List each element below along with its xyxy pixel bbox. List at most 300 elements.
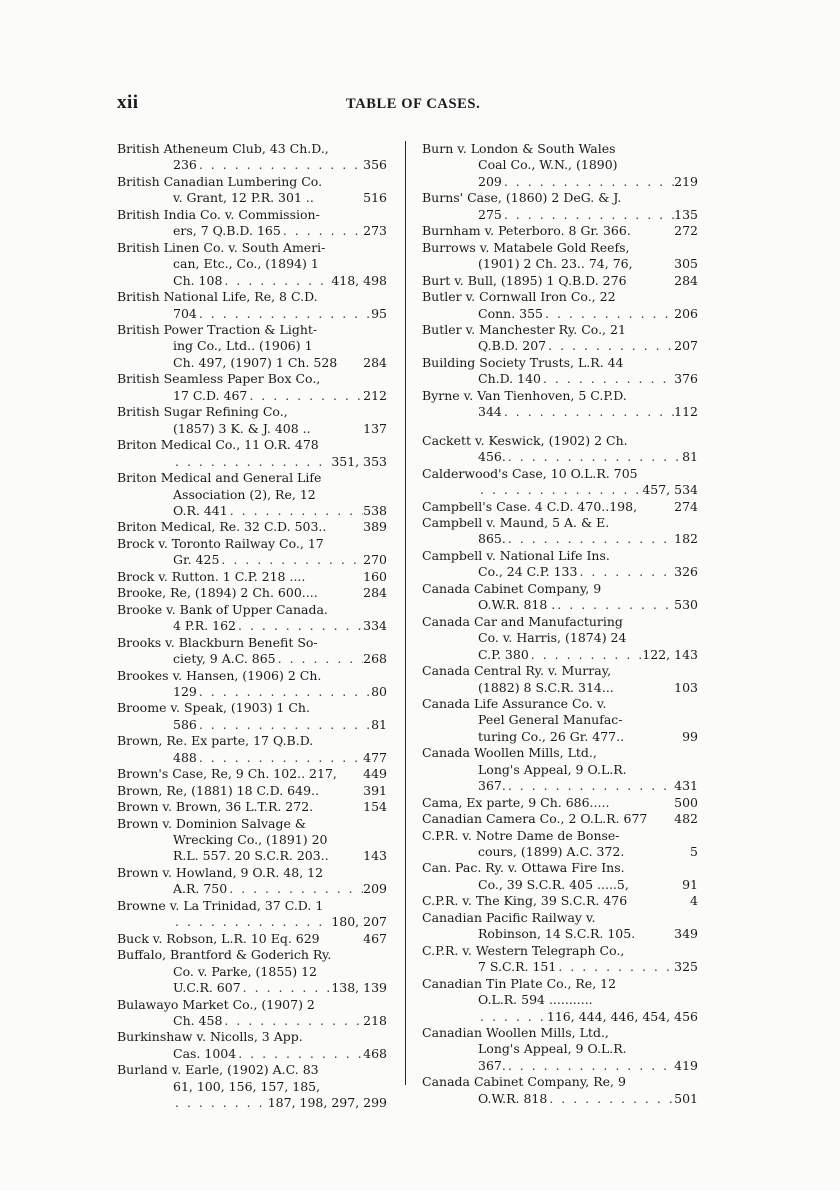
- case-citation: Co., 24 C.P. 133: [478, 564, 578, 580]
- case-entry-line: Calderwood's Case, 10 O.L.R. 705: [422, 465, 638, 481]
- case-entry-line: Co. v. Harris, (1874) 24: [478, 630, 627, 646]
- case-entry: [117, 585, 387, 601]
- case-entry-reference: [422, 926, 698, 942]
- case-entry-reference: [422, 1091, 698, 1107]
- case-entry-reference: [422, 404, 698, 420]
- case-citation: 367.: [478, 1057, 506, 1073]
- page-reference: 418, 498: [331, 272, 387, 288]
- case-citation: 344: [478, 404, 502, 420]
- dot-leader: [541, 371, 674, 387]
- case-entry: [422, 548, 698, 581]
- page-reference: 326: [674, 564, 698, 580]
- case-entry-reference: [117, 273, 387, 289]
- page-reference: 122, 143: [642, 646, 698, 662]
- case-citation: (1857) 3 K. & J. 408 ..: [173, 420, 311, 436]
- case-entry-line: Byrne v. Van Tienhoven, 5 C.P.D.: [422, 387, 627, 403]
- case-citation: Buck v. Robson, L.R. 10 Eq. 629: [117, 930, 320, 946]
- case-entry-line: Brock v. Toronto Railway Co., 17: [117, 535, 324, 551]
- dot-leader: [547, 1091, 674, 1107]
- page-reference: 391: [363, 782, 387, 798]
- case-citation: Gr. 425: [173, 552, 220, 568]
- case-entry-line: British National Life, Re, 8 C.D.: [117, 289, 318, 305]
- case-entry-line: Butler v. Cornwall Iron Co., 22: [422, 289, 616, 305]
- page-reference: 500: [674, 794, 698, 810]
- page-reference: 305: [674, 256, 698, 272]
- case-citation: 586: [173, 716, 197, 732]
- case-citation: cours, (1899) A.C. 372.: [478, 844, 625, 860]
- case-entry-line: Brookes v. Hansen, (1906) 2 Ch.: [117, 667, 322, 683]
- case-entry-reference: [422, 499, 698, 515]
- case-entry-reference: [422, 223, 698, 239]
- case-entry-reference: [117, 848, 387, 864]
- page-reference: 284: [363, 354, 387, 370]
- case-entry: [117, 470, 387, 519]
- case-entry-line: Burrows v. Matabele Gold Reefs,: [422, 239, 630, 255]
- case-citation: 236: [173, 157, 197, 173]
- case-entry-line: Canadian Woollen Mills, Ltd.,: [422, 1025, 609, 1041]
- case-entry: [422, 1025, 698, 1074]
- case-entry-reference: [117, 1046, 387, 1062]
- case-entry: [117, 174, 387, 207]
- page-reference: 449: [363, 766, 387, 782]
- dot-leader: [506, 778, 674, 794]
- case-entry-line: Brown, Re. Ex parte, 17 Q.B.D.: [117, 733, 314, 749]
- page-reference: 180, 207: [331, 914, 387, 930]
- case-citation: 456.: [478, 449, 506, 465]
- column-divider: [405, 141, 406, 1085]
- case-entry-reference: [422, 844, 698, 860]
- case-entry-line: Bulawayo Market Co., (1907) 2: [117, 996, 315, 1012]
- page-reference: 187, 198, 297, 299: [267, 1095, 387, 1111]
- case-entry-line: Butler v. Manchester Ry. Co., 21: [422, 321, 626, 337]
- case-entry-line: Building Society Trusts, L.R. 44: [422, 354, 624, 370]
- case-entry-line: Canada Cabinet Company, Re, 9: [422, 1074, 626, 1090]
- case-citation: Brooke, Re, (1894) 2 Ch. 600....: [117, 585, 318, 601]
- dot-leader: [197, 717, 371, 733]
- case-entry: [422, 1074, 698, 1107]
- dot-leader: [478, 1009, 547, 1025]
- page-reference: 389: [363, 519, 387, 535]
- page-reference: 274: [674, 498, 698, 514]
- case-citation: 209: [478, 173, 502, 189]
- case-citation: ers, 7 Q.B.D. 165: [173, 223, 281, 239]
- case-entry-reference: [117, 569, 387, 585]
- case-citation: v. Grant, 12 P.R. 301 ..: [173, 190, 314, 206]
- case-entry-reference: [117, 519, 387, 535]
- case-entry: [422, 190, 698, 223]
- page-reference: 419: [674, 1057, 698, 1073]
- dot-leader: [197, 750, 363, 766]
- case-entry-line: Association (2), Re, 12: [173, 486, 316, 502]
- case-entry: [117, 1029, 387, 1062]
- case-entry: [422, 466, 698, 499]
- case-entry-reference: [422, 207, 698, 223]
- case-entry-reference: [117, 684, 387, 700]
- case-entry-line: Co. v. Parke, (1855) 12: [173, 963, 317, 979]
- case-entry-reference: [422, 959, 698, 975]
- case-citation: U.C.R. 607: [173, 980, 241, 996]
- case-entry-reference: [422, 1009, 698, 1025]
- case-entry-line: Brooks v. Blackburn Benefit So-: [117, 634, 318, 650]
- case-entry: [117, 207, 387, 240]
- case-entry-reference: [422, 811, 698, 827]
- page-reference: 137: [363, 420, 387, 436]
- case-entry: [117, 931, 387, 947]
- case-entry-line: Brooke v. Bank of Upper Canada.: [117, 601, 328, 617]
- page-reference: 334: [363, 618, 387, 634]
- case-entry-reference: [117, 355, 387, 371]
- case-citation: Co., 39 S.C.R. 405 .....5,: [478, 876, 629, 892]
- case-entry: [117, 536, 387, 569]
- page-reference: 143: [363, 848, 387, 864]
- case-entry-line: Briton Medical Co., 11 O.R. 478: [117, 437, 319, 453]
- dot-leader: [281, 223, 363, 239]
- case-entry-reference: [117, 766, 387, 782]
- case-entry-reference: [422, 306, 698, 322]
- case-entry-reference: [422, 449, 698, 465]
- case-citation: (1901) 2 Ch. 23.. 74, 76,: [478, 256, 633, 272]
- page-reference: 431: [674, 778, 698, 794]
- case-entry-line: Canada Woollen Mills, Ltd.,: [422, 745, 597, 761]
- case-entry: [422, 322, 698, 355]
- case-entry: [117, 141, 387, 174]
- case-entry-line: Broome v. Speak, (1903) 1 Ch.: [117, 700, 310, 716]
- page-reference: 116, 444, 446, 454, 456: [546, 1008, 698, 1024]
- dot-leader: [543, 306, 674, 322]
- page-reference: 273: [363, 223, 387, 239]
- dot-leader: [236, 1046, 363, 1062]
- case-citation: Brown v. Brown, 36 L.T.R. 272.: [117, 799, 314, 815]
- case-citation: Canadian Camera Co., 2 O.L.R. 677: [422, 811, 648, 827]
- page-reference: 4: [690, 893, 698, 909]
- case-citation: 367.: [478, 778, 506, 794]
- case-citation: C.P. 380: [478, 646, 529, 662]
- page-reference: 154: [363, 799, 387, 815]
- page-reference: 467: [363, 930, 387, 946]
- page-reference: 351, 353: [331, 453, 387, 469]
- page-reference: 5: [690, 844, 698, 860]
- case-entry-reference: [422, 482, 698, 498]
- page-reference: 270: [363, 552, 387, 568]
- case-citation: ciety, 9 A.C. 865: [173, 651, 276, 667]
- dot-leader: [502, 404, 674, 420]
- case-entry-reference: [422, 680, 698, 696]
- case-citation: Robinson, 14 S.C.R. 105.: [478, 926, 636, 942]
- page-reference: 112: [674, 404, 698, 420]
- case-entry: [422, 273, 698, 289]
- case-entry: [117, 322, 387, 371]
- case-entry: [117, 766, 387, 782]
- page-reference: 212: [363, 387, 387, 403]
- case-entry-line: Campbell v. Maund, 5 A. & E.: [422, 514, 610, 530]
- page-reference: 284: [363, 585, 387, 601]
- case-entry-reference: [117, 931, 387, 947]
- case-entry: [117, 569, 387, 585]
- page-reference: 182: [674, 531, 698, 547]
- case-citation: Brown, Re, (1881) 18 C.D. 649..: [117, 782, 319, 798]
- case-citation: O.W.R. 818: [478, 1090, 548, 1106]
- page-reference: 135: [674, 206, 698, 222]
- case-entry-reference: [117, 1013, 387, 1029]
- page-reference: 99: [682, 728, 698, 744]
- page-reference: 207: [674, 338, 698, 354]
- case-citation: O.W.R. 818 .: [478, 597, 556, 613]
- case-entry-line: C.P.R. v. Western Telegraph Co.,: [422, 942, 625, 958]
- case-entry: [422, 860, 698, 893]
- dot-leader: [197, 684, 371, 700]
- case-entry: [422, 745, 698, 794]
- case-entry-reference: [117, 1095, 387, 1111]
- dot-leader: [236, 618, 363, 634]
- page-reference: 516: [363, 190, 387, 206]
- case-entry: [422, 943, 698, 976]
- dot-leader: [506, 449, 682, 465]
- case-citation: 129: [173, 683, 197, 699]
- case-entry-line: Burn v. London & South Wales: [422, 141, 616, 156]
- case-entry-line: British Sugar Refining Co.,: [117, 404, 288, 420]
- case-entry-line: Canada Life Assurance Co. v.: [422, 695, 607, 711]
- case-citation: (1882) 8 S.C.R. 314...: [478, 679, 614, 695]
- dot-leader: [276, 651, 364, 667]
- page-reference: 81: [371, 716, 387, 732]
- page-reference: 482: [674, 811, 698, 827]
- case-entry: [117, 668, 387, 701]
- case-entry-line: ing Co., Ltd.. (1906) 1: [173, 338, 313, 354]
- dot-leader: [478, 482, 642, 498]
- case-entry-reference: [117, 980, 387, 996]
- case-entry: [117, 519, 387, 535]
- page-reference: 218: [363, 1013, 387, 1029]
- case-entry-line: Canada Central Ry. v. Murray,: [422, 663, 612, 679]
- case-entry: [422, 355, 698, 388]
- case-entry: [422, 388, 698, 421]
- case-entry: [117, 1062, 387, 1111]
- case-entry-line: British Power Traction & Light-: [117, 321, 318, 337]
- dot-leader: [502, 174, 674, 190]
- page-reference: 501: [674, 1090, 698, 1106]
- case-entry-reference: [422, 597, 698, 613]
- page-reference: 477: [363, 749, 387, 765]
- case-entry-line: can, Etc., Co., (1894) 1: [173, 256, 319, 272]
- page-reference: 325: [674, 959, 698, 975]
- case-entry: [117, 947, 387, 996]
- case-entry: [422, 289, 698, 322]
- case-entry-line: Canadian Tin Plate Co., Re, 12: [422, 975, 617, 991]
- case-citation: 704: [173, 305, 197, 321]
- case-entry-reference: [422, 338, 698, 354]
- case-citation: turing Co., 26 Gr. 477..: [478, 728, 625, 744]
- dot-leader: [219, 552, 363, 568]
- case-entry-reference: [422, 256, 698, 272]
- case-entry-reference: [117, 783, 387, 799]
- case-entry-reference: [422, 531, 698, 547]
- case-entry-line: Burland v. Earle, (1902) A.C. 83: [117, 1062, 319, 1078]
- case-entry: [117, 371, 387, 404]
- case-citation: Ch. 108: [173, 272, 223, 288]
- page-reference: 95: [371, 305, 387, 321]
- case-entry-reference: [117, 618, 387, 634]
- case-entry-reference: [117, 881, 387, 897]
- case-entry-reference: [117, 388, 387, 404]
- case-citation: Ch.D. 140: [478, 371, 541, 387]
- case-entry-line: Browne v. La Trinidad, 37 C.D. 1: [117, 897, 324, 913]
- dot-leader: [173, 1095, 268, 1111]
- case-citation: O.R. 441: [173, 502, 228, 518]
- case-entry: [422, 828, 698, 861]
- case-entry-reference: [422, 174, 698, 190]
- dot-leader: [173, 914, 331, 930]
- case-citation: Brock v. Rutton. 1 C.P. 218 ....: [117, 568, 306, 584]
- case-entry-reference: [117, 421, 387, 437]
- page-reference: 138, 139: [331, 980, 387, 996]
- case-citation: 275: [478, 206, 502, 222]
- case-entry-reference: [117, 503, 387, 519]
- page-number: xii: [117, 92, 139, 113]
- case-entry-line: C.P.R. v. Notre Dame de Bonse-: [422, 827, 620, 843]
- case-citation: 865.: [478, 531, 506, 547]
- page-reference: 206: [674, 305, 698, 321]
- case-entry: [117, 602, 387, 635]
- case-entry-reference: [117, 799, 387, 815]
- dot-leader: [546, 338, 674, 354]
- case-entry: [117, 700, 387, 733]
- page-reference: 457, 534: [642, 482, 698, 498]
- page-reference: 91: [682, 876, 698, 892]
- case-entry: [117, 289, 387, 322]
- dot-leader: [241, 980, 332, 996]
- case-entry-line: Brown v. Dominion Salvage &: [117, 815, 306, 831]
- dot-leader: [173, 454, 331, 470]
- case-entry-reference: [117, 454, 387, 470]
- case-entry-reference: [117, 552, 387, 568]
- case-entry-reference: [422, 778, 698, 794]
- dot-leader: [577, 564, 674, 580]
- case-entry-line: Burkinshaw v. Nicolls, 3 App.: [117, 1029, 303, 1045]
- case-entry-line: Wrecking Co., (1891) 20: [173, 832, 328, 848]
- case-citation: Briton Medical, Re. 32 C.D. 503..: [117, 519, 327, 535]
- case-entry-reference: [117, 585, 387, 601]
- case-entry: [422, 223, 698, 239]
- case-entry-line: Can. Pac. Ry. v. Ottawa Fire Ins.: [422, 860, 625, 876]
- case-entry: [422, 663, 698, 696]
- dot-leader: [556, 959, 674, 975]
- case-entry-reference: [117, 306, 387, 322]
- case-citation: A.R. 750: [173, 881, 228, 897]
- case-entry-line: British Atheneum Club, 43 Ch.D.,: [117, 141, 329, 156]
- page-reference: 268: [363, 651, 387, 667]
- page-reference: 538: [363, 502, 387, 518]
- case-entry: [117, 240, 387, 289]
- case-citation: Cas. 1004: [173, 1045, 237, 1061]
- case-entry-reference: [117, 914, 387, 930]
- case-entry-line: O.L.R. 594 ...........: [478, 992, 593, 1008]
- dot-leader: [228, 503, 363, 519]
- page-reference: 81: [682, 449, 698, 465]
- left-column: [117, 141, 387, 1112]
- case-entry: [422, 581, 698, 614]
- page-reference: 284: [674, 272, 698, 288]
- case-citation: Cama, Ex parte, 9 Ch. 686.....: [422, 794, 610, 810]
- case-entry-line: British Linen Co. v. South Ameri-: [117, 239, 326, 255]
- dot-leader: [222, 273, 331, 289]
- case-entry: [422, 696, 698, 745]
- case-citation: 488: [173, 749, 197, 765]
- page-reference: 209: [363, 881, 387, 897]
- case-citation: Burnham v. Peterboro. 8 Gr. 366.: [422, 223, 631, 239]
- case-entry-reference: [422, 795, 698, 811]
- dot-leader: [506, 1058, 674, 1074]
- page-reference: 349: [674, 926, 698, 942]
- case-entry: [422, 240, 698, 273]
- case-citation: Burt v. Bull, (1895) 1 Q.B.D. 276: [422, 272, 627, 288]
- case-citation: R.L. 557. 20 S.C.R. 203..: [173, 848, 329, 864]
- dot-leader: [197, 157, 363, 173]
- case-entry: [117, 404, 387, 437]
- case-citation: 17 C.D. 467: [173, 387, 248, 403]
- dot-leader: [227, 881, 363, 897]
- case-entry-line: Buffalo, Brantford & Goderich Ry.: [117, 947, 332, 963]
- dot-leader: [555, 597, 674, 613]
- case-entry: [422, 614, 698, 663]
- case-entry-line: British India Co. v. Commission-: [117, 206, 320, 222]
- case-entry: [422, 515, 698, 548]
- case-entry: [117, 635, 387, 668]
- running-title: TABLE OF CASES.: [346, 96, 481, 112]
- dot-leader: [529, 647, 643, 663]
- case-entry: [422, 893, 698, 909]
- case-entry-reference: [422, 893, 698, 909]
- case-entry: [422, 910, 698, 943]
- case-entry-reference: [117, 157, 387, 173]
- dot-leader: [247, 388, 363, 404]
- case-entry: [117, 997, 387, 1030]
- page-reference: 376: [674, 371, 698, 387]
- case-entry-line: British Seamless Paper Box Co.,: [117, 371, 321, 387]
- case-entry-line: 61, 100, 156, 157, 185,: [173, 1078, 321, 1094]
- case-entry-reference: [117, 651, 387, 667]
- case-citation: Campbell's Case. 4 C.D. 470..198,: [422, 498, 638, 514]
- case-entry-reference: [117, 190, 387, 206]
- case-citation: Brown's Case, Re, 9 Ch. 102.. 217,: [117, 766, 337, 782]
- case-entry: [422, 795, 698, 811]
- case-entry-line: Briton Medical and General Life: [117, 470, 322, 486]
- case-entry-reference: [422, 729, 698, 745]
- case-entry-line: Coal Co., W.N., (1890): [478, 157, 618, 173]
- page-reference: 272: [674, 223, 698, 239]
- case-entry-line: Canada Cabinet Company, 9: [422, 580, 602, 596]
- case-citation: Ch. 458: [173, 1013, 223, 1029]
- case-entry: [117, 783, 387, 799]
- case-entry-line: Burns' Case, (1860) 2 DeG. & J.: [422, 190, 622, 206]
- case-citation: C.P.R. v. The King, 39 S.C.R. 476: [422, 893, 628, 909]
- case-entry: [422, 976, 698, 1025]
- page-reference: 530: [674, 597, 698, 613]
- dot-leader: [197, 306, 371, 322]
- case-entry: [422, 433, 698, 466]
- page-reference: 160: [363, 568, 387, 584]
- case-entry-line: Long's Appeal, 9 O.L.R.: [478, 1041, 627, 1057]
- case-citation: Conn. 355: [478, 305, 543, 321]
- case-entry: [117, 733, 387, 766]
- case-entry: [117, 865, 387, 898]
- page-reference: 468: [363, 1045, 387, 1061]
- case-entry-line: Canadian Pacific Railway v.: [422, 909, 596, 925]
- case-entry-line: Cackett v. Keswick, (1902) 2 Ch.: [422, 432, 628, 448]
- case-entry: [117, 799, 387, 815]
- dot-leader: [222, 1013, 363, 1029]
- page-reference: 219: [674, 173, 698, 189]
- case-entry-reference: [422, 877, 698, 893]
